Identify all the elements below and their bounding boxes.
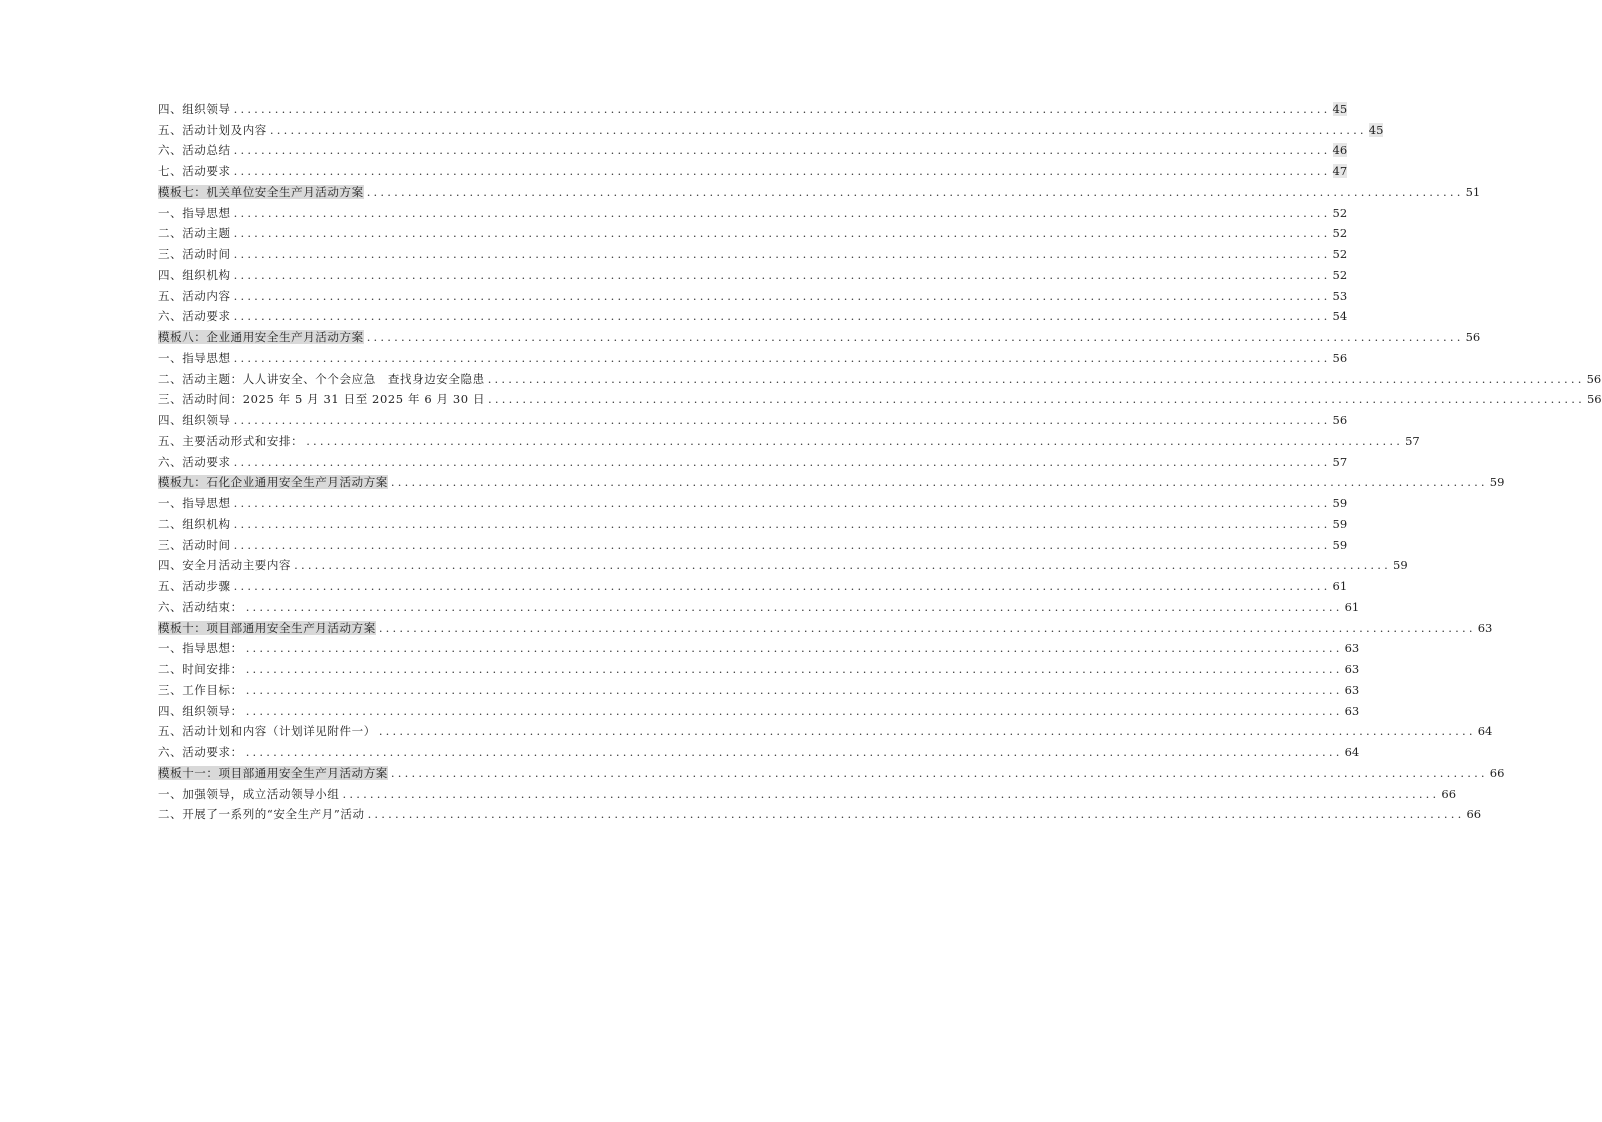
toc-entry-title: 五、主要活动形式和安排： [158, 433, 304, 448]
toc-entry-title: 六、活动要求 [158, 309, 231, 324]
toc-page-number: 52 [1332, 267, 1348, 282]
toc-entry[interactable] [158, 697, 1360, 718]
toc-dot-leader: ................................................................................................................................................................ [233, 579, 1331, 593]
toc-entry[interactable] [158, 780, 1457, 801]
toc-page-number: 52 [1332, 226, 1348, 241]
toc-entry[interactable] [158, 738, 1360, 759]
toc-entry-title: 模板七：机关单位安全生产月活动方案 [158, 184, 364, 199]
toc-page-number: 59 [1332, 516, 1348, 531]
toc-dot-leader: ................................................................................................................................................................ [390, 765, 1488, 780]
table-of-contents [158, 95, 1602, 822]
toc-entry-title: 三、活动时间：2025 年 5 月 31 日至 2025 年 6 月 30 日 [158, 392, 486, 407]
toc-entry-title: 四、组织领导 [158, 101, 231, 116]
toc-entry-title: 六、活动要求： [158, 745, 243, 759]
toc-page-number: 52 [1332, 205, 1348, 220]
toc-dot-leader: ................................................................................................................................................................ [233, 496, 1331, 510]
toc-entry-title: 一、指导思想 [158, 496, 231, 510]
toc-dot-leader: ................................................................................................................................................................ [233, 454, 1331, 469]
toc-dot-leader: ................................................................................................................................................................ [487, 371, 1585, 386]
toc-page-number: 56 [1332, 350, 1348, 365]
toc-dot-leader: ................................................................................................................................................................ [233, 350, 1331, 365]
toc-entry[interactable] [158, 531, 1348, 552]
toc-page-number: 56 [1332, 413, 1348, 427]
toc-page-number: 63 [1344, 682, 1360, 697]
toc-page-number: 59 [1393, 558, 1408, 573]
toc-page-number: 59 [1489, 475, 1505, 490]
toc-entry[interactable] [158, 386, 1602, 407]
toc-dot-leader: ................................................................................................................................................................ [390, 475, 1488, 490]
toc-entry-title: 一、指导思想 [158, 350, 231, 365]
toc-page-number: 57 [1405, 433, 1420, 448]
toc-dot-leader: ................................................................................................................................................................ [233, 226, 1331, 241]
toc-page-number: 45 [1332, 101, 1348, 116]
toc-entry[interactable] [158, 427, 1420, 448]
toc-dot-leader: ................................................................................................................................................................ [366, 184, 1464, 199]
toc-entry[interactable] [158, 95, 1348, 116]
toc-page-number: 54 [1332, 309, 1348, 324]
toc-section-heading[interactable] [158, 614, 1493, 635]
toc-entry-title: 二、时间安排： [158, 662, 243, 676]
toc-entry[interactable] [158, 137, 1348, 158]
toc-entry-title: 二、开展了一系列的“安全生产月”活动 [158, 807, 365, 822]
toc-entry-title: 五、活动内容 [158, 288, 231, 303]
toc-page-number: 61 [1332, 579, 1348, 593]
toc-dot-leader: ................................................................................................................................................................ [233, 267, 1331, 282]
toc-dot-leader: ................................................................................................................................................................ [342, 786, 1440, 801]
toc-page-number: 63 [1477, 620, 1493, 635]
toc-entry[interactable] [158, 635, 1360, 656]
toc-entry-title: 三、工作目标： [158, 682, 243, 697]
toc-dot-leader: ................................................................................................................................................................ [378, 724, 1476, 739]
toc-entry-title: 二、活动主题 [158, 226, 231, 241]
toc-section-heading[interactable] [158, 759, 1505, 780]
toc-entry[interactable] [158, 240, 1348, 261]
toc-dot-leader: ................................................................................................................................................................ [488, 392, 1585, 407]
toc-entry-title: 二、组织机构 [158, 516, 231, 531]
toc-dot-leader: ................................................................................................................................................................ [233, 537, 1331, 552]
toc-entry-title: 模板十：项目部通用安全生产月活动方案 [158, 620, 376, 635]
toc-entry-title: 一、加强领导，成立活动领导小组 [158, 786, 340, 801]
toc-dot-leader: ................................................................................................................................................................ [245, 662, 1343, 676]
toc-entry[interactable] [158, 655, 1360, 676]
toc-entry[interactable] [158, 220, 1348, 241]
toc-entry[interactable] [158, 199, 1348, 220]
toc-dot-leader: ................................................................................................................................................................ [245, 745, 1343, 759]
toc-entry-title: 五、活动计划和内容（计划详见附件一） [158, 724, 376, 739]
toc-entry-title: 三、活动时间 [158, 247, 231, 261]
toc-dot-leader: ................................................................................................................................................................ [366, 330, 1464, 344]
toc-dot-leader: ................................................................................................................................................................ [233, 247, 1331, 261]
toc-page-number: 64 [1344, 745, 1360, 759]
toc-dot-leader: ................................................................................................................................................................ [294, 558, 1391, 573]
toc-dot-leader: ................................................................................................................................................................ [245, 682, 1343, 697]
toc-dot-leader: ................................................................................................................................................................ [233, 164, 1331, 178]
toc-entry[interactable] [158, 406, 1348, 427]
toc-page-number: 66 [1441, 786, 1457, 801]
toc-dot-leader: ................................................................................................................................................................ [245, 703, 1343, 718]
toc-dot-leader: ................................................................................................................................................................ [233, 205, 1331, 220]
toc-entry-title: 四、安全月活动主要内容 [158, 558, 292, 573]
toc-dot-leader: ................................................................................................................................................................ [233, 101, 1331, 116]
toc-page-number: 66 [1489, 765, 1505, 780]
toc-page-number: 56 [1465, 330, 1481, 344]
toc-entry-title: 模板八：企业通用安全生产月活动方案 [158, 330, 364, 344]
toc-entry[interactable] [158, 593, 1360, 614]
toc-dot-leader: ................................................................................................................................................................ [233, 143, 1331, 158]
toc-section-heading[interactable] [158, 469, 1505, 490]
toc-entry-title: 一、指导思想： [158, 641, 243, 656]
toc-entry[interactable] [158, 448, 1348, 469]
toc-entry[interactable] [158, 676, 1360, 697]
toc-dot-leader: ................................................................................................................................................................ [245, 641, 1343, 656]
toc-page-number: 59 [1332, 496, 1348, 510]
toc-entry[interactable] [158, 116, 1384, 137]
toc-section-heading[interactable] [158, 178, 1481, 199]
toc-dot-leader: ................................................................................................................................................................ [306, 433, 1404, 448]
toc-entry[interactable] [158, 572, 1348, 593]
toc-entry[interactable] [158, 157, 1348, 178]
toc-entry[interactable] [158, 510, 1348, 531]
toc-entry-title: 四、组织机构 [158, 267, 231, 282]
toc-entry-title: 三、活动时间 [158, 537, 231, 552]
toc-entry-title: 模板九：石化企业通用安全生产月活动方案 [158, 475, 388, 490]
toc-entry-title: 六、活动结束： [158, 599, 243, 614]
toc-dot-leader: ................................................................................................................................................................ [233, 516, 1331, 531]
toc-page-number: 63 [1344, 703, 1360, 718]
toc-page-number: 46 [1332, 143, 1348, 158]
toc-entry-title: 六、活动要求 [158, 454, 231, 469]
toc-entry[interactable] [158, 552, 1408, 573]
toc-page-number: 56 [1586, 392, 1602, 407]
toc-entry[interactable] [158, 261, 1348, 282]
toc-page-number: 47 [1332, 164, 1348, 178]
toc-entry[interactable] [158, 365, 1602, 386]
toc-entry-title: 六、活动总结 [158, 143, 231, 158]
toc-page-number: 59 [1332, 537, 1348, 552]
toc-entry[interactable] [158, 489, 1348, 510]
toc-page-number: 66 [1466, 807, 1482, 822]
toc-page-number: 56 [1586, 371, 1602, 386]
toc-entry[interactable] [158, 282, 1348, 303]
toc-entry-title: 五、活动步骤 [158, 579, 231, 593]
toc-entry-title: 二、活动主题：人人讲安全、个个会应急 查找身边安全隐患 [158, 371, 485, 386]
toc-entry[interactable] [158, 344, 1348, 365]
toc-entry[interactable] [158, 718, 1493, 739]
toc-entry-title: 四、组织领导 [158, 413, 231, 427]
toc-dot-leader: ................................................................................................................................................................ [245, 599, 1343, 614]
toc-entry[interactable] [158, 801, 1482, 822]
toc-page-number: 63 [1344, 641, 1360, 656]
toc-entry-title: 五、活动计划及内容 [158, 122, 267, 137]
toc-section-heading[interactable] [158, 323, 1481, 344]
toc-page-number: 57 [1332, 454, 1348, 469]
toc-page-number: 53 [1332, 288, 1348, 303]
toc-entry[interactable] [158, 303, 1348, 324]
toc-dot-leader: ................................................................................................................................................................ [378, 620, 1476, 635]
toc-entry-title: 四、组织领导： [158, 703, 243, 718]
toc-dot-leader: ................................................................................................................................................................ [269, 122, 1367, 137]
toc-page-number: 45 [1368, 122, 1384, 137]
toc-entry-title: 一、指导思想 [158, 205, 231, 220]
toc-dot-leader: ................................................................................................................................................................ [367, 807, 1465, 822]
toc-entry-title: 模板十一：项目部通用安全生产月活动方案 [158, 765, 388, 780]
toc-page-number: 51 [1465, 184, 1481, 199]
toc-dot-leader: ................................................................................................................................................................ [233, 309, 1331, 324]
toc-page-number: 64 [1477, 724, 1493, 739]
toc-entry-title: 七、活动要求 [158, 164, 231, 178]
toc-page-number: 63 [1344, 662, 1360, 676]
toc-dot-leader: ................................................................................................................................................................ [233, 288, 1331, 303]
toc-dot-leader: ................................................................................................................................................................ [233, 413, 1331, 427]
toc-page-number: 52 [1332, 247, 1348, 261]
toc-page-number: 61 [1344, 599, 1360, 614]
